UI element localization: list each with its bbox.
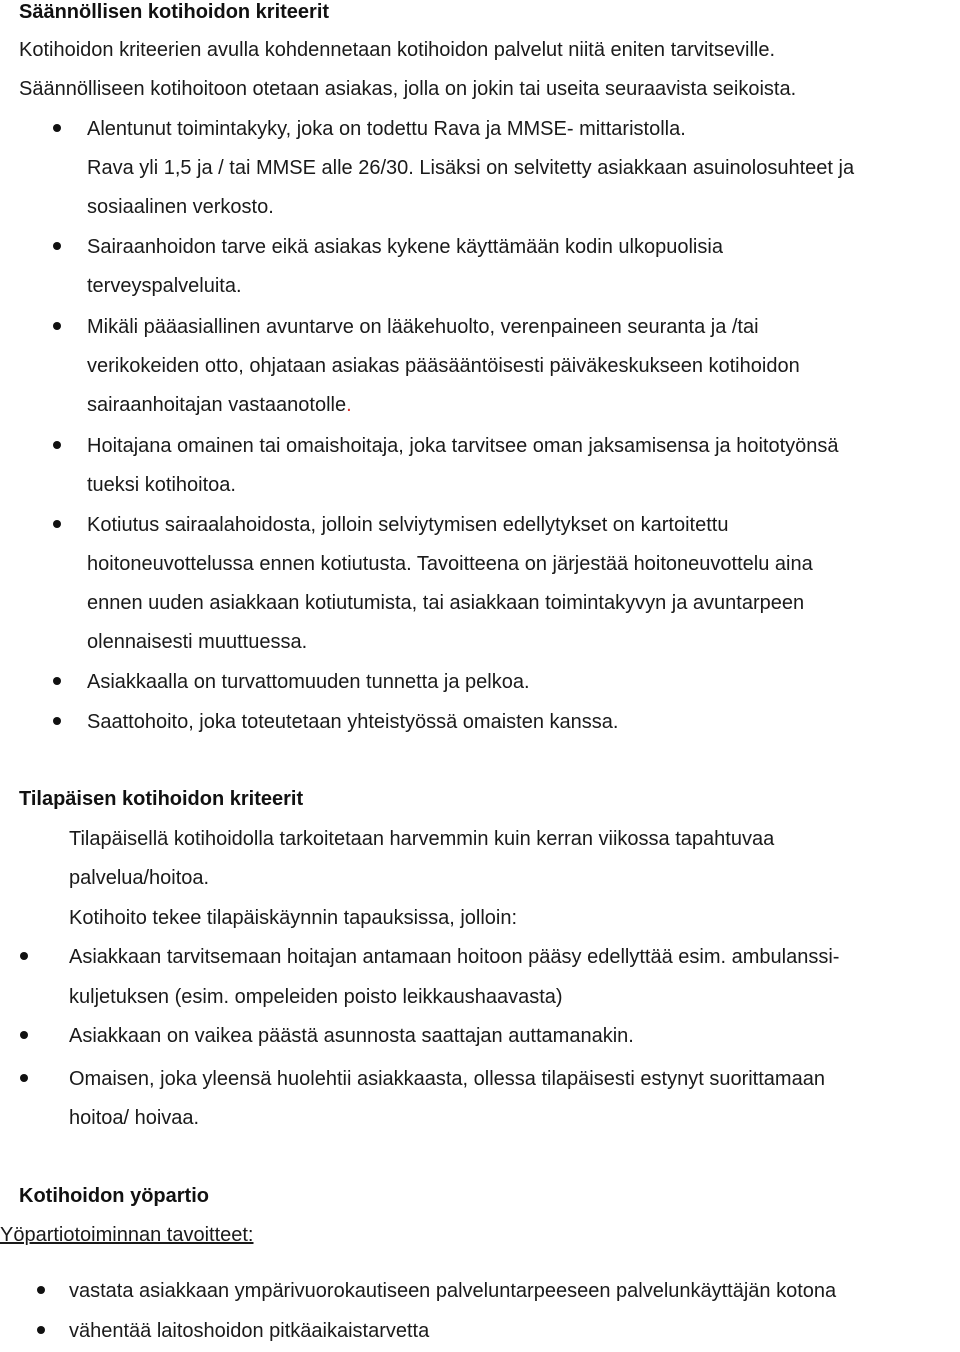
section-heading-regular-home-care: Säännöllisen kotihoidon kriteerit (19, 1, 330, 23)
bullet-icon (53, 242, 61, 250)
list-item-text: sosiaalinen verkosto. (87, 196, 274, 218)
list-item-text: kuljetuksen (esim. ompeleiden poisto leikkaushaavasta) (69, 986, 563, 1008)
paragraph-line: Kotihoito tekee tilapäiskäynnin tapauksissa, jolloin: (69, 907, 518, 929)
section-heading-temporary-home-care: Tilapäisen kotihoidon kriteerit (19, 788, 304, 810)
list-item-text: ennen uuden asiakkaan kotiutumista, tai asiakkaan toimintakyvyn ja avuntarpeen (87, 592, 805, 614)
bullet-icon (53, 520, 61, 528)
list-item-text: tueksi kotihoitoa. (87, 474, 236, 496)
paragraph-line: Tilapäisellä kotihoidolla tarkoitetaan harvemmin kuin kerran viikossa tapahtuvaa (69, 828, 775, 850)
list-item-text: Asiakkaan on vaikea päästä asunnosta saattajan auttamanakin. (69, 1025, 634, 1047)
paragraph-line: palvelua/hoitoa. (69, 867, 210, 889)
list-item-text: Saattohoito, joka toteutetaan yhteistyössä omaisten kanssa. (87, 711, 619, 733)
list-item-text: hoitoneuvottelussa ennen kotiutusta. Tavoitteena on järjestää hoitoneuvottelu aina (87, 553, 813, 575)
list-item-text: Sairaanhoidon tarve eikä asiakas kykene käyttämään kodin ulkopuolisia (87, 236, 723, 258)
list-item-text: hoitoa/ hoivaa. (69, 1107, 200, 1129)
bullet-icon (37, 1326, 45, 1334)
bullet-icon (53, 441, 61, 449)
list-item-text: Hoitajana omainen tai omaishoitaja, joka tarvitsee oman jaksamisensa ja hoitotyönsä (87, 435, 839, 457)
intro-line-2: Säännölliseen kotihoitoon otetaan asiakas, jolla on jokin tai useita seuraavista seikoista. (19, 78, 797, 100)
intro-line-1: Kotihoidon kriteerien avulla kohdennetaan kotihoidon palvelut niitä eniten tarvitseville. (19, 39, 776, 61)
bullet-icon (53, 322, 61, 330)
list-item-text-main: sairaanhoitajan vastaanotolle (87, 394, 347, 416)
subheading-night-patrol-goals: Yöpartiotoiminnan tavoitteet: (0, 1224, 254, 1246)
list-item-text: Alentunut toimintakyky, joka on todettu Rava ja MMSE- mittaristolla. (87, 118, 686, 140)
list-item-text: Kotiutus sairaalahoidosta, jolloin selviytymisen edellytykset on kartoitettu (87, 514, 729, 536)
section-heading-night-patrol: Kotihoidon yöpartio (19, 1185, 209, 1207)
bullet-icon (20, 952, 28, 960)
bullet-icon (53, 124, 61, 132)
list-item-text: Mikäli pääasiallinen avuntarve on lääkehuolto, verenpaineen seuranta ja /tai (87, 316, 759, 338)
list-item-text: olennaisesti muuttuessa. (87, 631, 308, 653)
list-item-text: Omaisen, joka yleensä huolehtii asiakkaasta, ollessa tilapäisesti estynyt suorittamaan (69, 1068, 825, 1090)
list-item-text: Asiakkaan tarvitsemaan hoitajan antamaan hoitoon pääsy edellyttää esim. ambulanssi- (69, 946, 840, 968)
list-item-text: verikokeiden otto, ohjataan asiakas pääsääntöisesti päiväkeskukseen kotihoidon (87, 355, 800, 377)
accent-period: . (346, 394, 352, 416)
bullet-icon (53, 677, 61, 685)
bullet-icon (53, 717, 61, 725)
list-item-text: vastata asiakkaan ympärivuorokautiseen palveluntarpeeseen palvelunkäyttäjän kotona (69, 1280, 837, 1302)
list-item-text: terveyspalveluita. (87, 275, 242, 297)
bullet-icon (20, 1074, 28, 1082)
list-item-text: Asiakkaalla on turvattomuuden tunnetta ja pelkoa. (87, 671, 530, 693)
bullet-icon (37, 1286, 45, 1294)
list-item-text (87, 393, 352, 417)
bullet-icon (20, 1031, 28, 1039)
list-item-text: Rava yli 1,5 ja / tai MMSE alle 26/30. Lisäksi on selvitetty asiakkaan asuinolosuhteet ja (87, 157, 855, 179)
list-item-text: vähentää laitoshoidon pitkäaikaistarvetta (69, 1320, 430, 1342)
